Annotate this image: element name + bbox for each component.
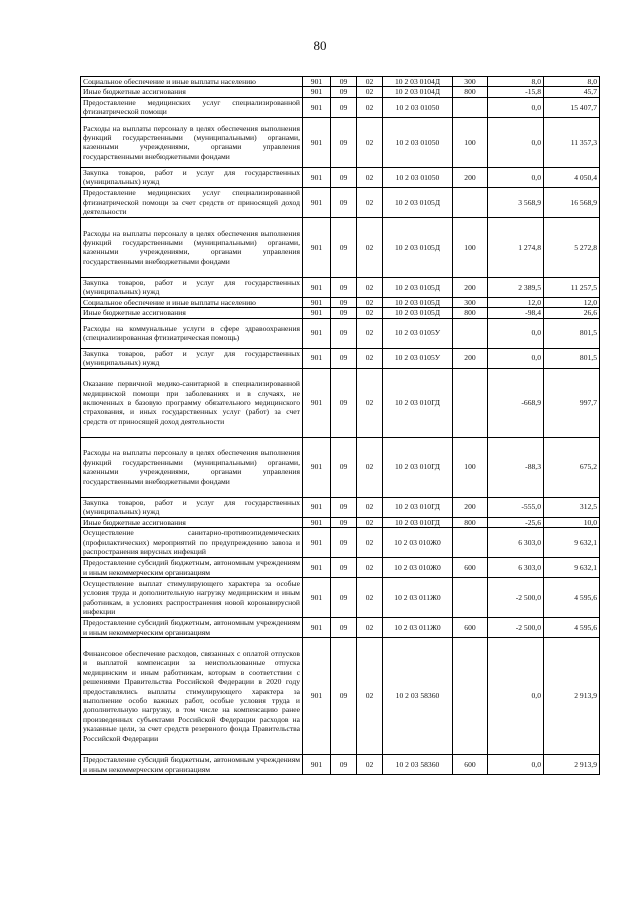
target-code: 10 2 03 010ГД [383, 437, 453, 497]
target-code: 10 2 03 0105У [383, 318, 453, 348]
expense-type-code: 100 [453, 437, 488, 497]
target-code: 10 2 03 011Ж0 [383, 578, 453, 618]
change-amount: 3 568,9 [488, 187, 544, 217]
expense-type-code: 600 [453, 558, 488, 578]
total-amount: 4 050,4 [544, 167, 600, 187]
expense-type-code [453, 368, 488, 437]
table-row [81, 497, 600, 517]
expense-type-code: 600 [453, 618, 488, 638]
section-code: 09 [331, 318, 357, 348]
expense-type-code [453, 638, 488, 755]
subsection-code: 02 [357, 517, 383, 527]
subsection-code: 02 [357, 87, 383, 97]
change-amount: 0,0 [488, 117, 544, 167]
row-name: Закупка товаров, работ и услуг для государственных (муниципальных) нужд [81, 497, 303, 517]
admin-code: 901 [303, 368, 331, 437]
total-amount: 16 568,9 [544, 187, 600, 217]
subsection-code: 02 [357, 97, 383, 117]
row-name: Оказание первичной медико-санитарной в специализированной медицинской помощи при заболеваниях и в случаях, не включенных в базовую программу обязательного медицинского страхования, и иных государственных услуг (работ) за счет средств от приносящей доход деятельности [81, 368, 303, 437]
change-amount: 0,0 [488, 167, 544, 187]
change-amount: -2 500,0 [488, 578, 544, 618]
section-code: 09 [331, 578, 357, 618]
expense-type-code [453, 528, 488, 558]
section-code: 09 [331, 638, 357, 755]
subsection-code: 02 [357, 318, 383, 348]
subsection-code: 02 [357, 368, 383, 437]
change-amount: 12,0 [488, 297, 544, 307]
row-name: Социальное обеспечение и иные выплаты населению [81, 297, 303, 307]
total-amount: 2 913,9 [544, 755, 600, 775]
target-code: 10 2 03 010ГД [383, 517, 453, 527]
change-amount: -25,6 [488, 517, 544, 527]
table-row [81, 517, 600, 527]
total-amount: 8,0 [544, 77, 600, 87]
table-row [81, 277, 600, 297]
section-code: 09 [331, 77, 357, 87]
change-amount: 0,0 [488, 348, 544, 368]
row-name: Закупка товаров, работ и услуг для государственных (муниципальных) нужд [81, 348, 303, 368]
table-row [81, 578, 600, 618]
admin-code: 901 [303, 217, 331, 277]
change-amount: 0,0 [488, 755, 544, 775]
change-amount: 6 303,0 [488, 528, 544, 558]
admin-code: 901 [303, 167, 331, 187]
target-code: 10 2 03 0104Д [383, 87, 453, 97]
section-code: 09 [331, 167, 357, 187]
subsection-code: 02 [357, 117, 383, 167]
change-amount: 0,0 [488, 318, 544, 348]
target-code: 10 2 03 011Ж0 [383, 618, 453, 638]
table-body [81, 77, 600, 775]
table-row [81, 638, 600, 755]
table-row [81, 437, 600, 497]
row-name: Иные бюджетные ассигнования [81, 517, 303, 527]
table-row [81, 187, 600, 217]
subsection-code: 02 [357, 638, 383, 755]
target-code: 10 2 03 58360 [383, 638, 453, 755]
subsection-code: 02 [357, 437, 383, 497]
total-amount: 312,5 [544, 497, 600, 517]
subsection-code: 02 [357, 558, 383, 578]
admin-code: 901 [303, 348, 331, 368]
admin-code: 901 [303, 187, 331, 217]
row-name: Предоставление субсидий бюджетным, автономным учреждениям и иным некоммерческим организациям [81, 755, 303, 775]
target-code: 10 2 03 01050 [383, 117, 453, 167]
section-code: 09 [331, 308, 357, 318]
total-amount: 11 357,3 [544, 117, 600, 167]
change-amount: -15,8 [488, 87, 544, 97]
table-row [81, 87, 600, 97]
row-name: Предоставление медицинских услуг специализированной фтизиатрической помощи [81, 97, 303, 117]
expense-type-code [453, 97, 488, 117]
section-code: 09 [331, 87, 357, 97]
row-name: Расходы на выплаты персоналу в целях обеспечения выполнения функций государственными (муниципальными) органами, казенными учреждениями, органами управления государственными внебюджетными фондами [81, 217, 303, 277]
target-code: 10 2 03 010ГД [383, 368, 453, 437]
target-code: 10 2 03 0105Д [383, 187, 453, 217]
total-amount: 801,5 [544, 348, 600, 368]
change-amount: -2 500,0 [488, 618, 544, 638]
change-amount: 0,0 [488, 97, 544, 117]
subsection-code: 02 [357, 277, 383, 297]
admin-code: 901 [303, 578, 331, 618]
admin-code: 901 [303, 87, 331, 97]
total-amount: 4 595,6 [544, 578, 600, 618]
section-code: 09 [331, 558, 357, 578]
table-row [81, 117, 600, 167]
section-code: 09 [331, 217, 357, 277]
total-amount: 801,5 [544, 318, 600, 348]
table-row [81, 97, 600, 117]
section-code: 09 [331, 348, 357, 368]
change-amount: -88,3 [488, 437, 544, 497]
section-code: 09 [331, 368, 357, 437]
subsection-code: 02 [357, 348, 383, 368]
admin-code: 901 [303, 497, 331, 517]
budget-table [80, 76, 600, 775]
total-amount: 2 913,9 [544, 638, 600, 755]
expense-type-code [453, 578, 488, 618]
admin-code: 901 [303, 297, 331, 307]
row-name: Осуществление выплат стимулирующего характера за особые условия труда и дополнительную нагрузку медицинским и иным работникам, в условиях распространения новой коронавирусной инфекции [81, 578, 303, 618]
total-amount: 11 257,5 [544, 277, 600, 297]
row-name: Осуществление санитарно-противоэпидемических (профилактических) мероприятий по предупреждению завоза и распространения вирусных инфекций [81, 528, 303, 558]
change-amount: 8,0 [488, 77, 544, 87]
table-row [81, 308, 600, 318]
subsection-code: 02 [357, 167, 383, 187]
change-amount: 2 389,5 [488, 277, 544, 297]
table-row [81, 77, 600, 87]
table-row [81, 217, 600, 277]
table-row [81, 318, 600, 348]
target-code: 10 2 03 0105Д [383, 217, 453, 277]
admin-code: 901 [303, 558, 331, 578]
row-name: Расходы на коммунальные услуги в сфере здравоохранения (специализированная фтизиатрическая помощь) [81, 318, 303, 348]
total-amount: 997,7 [544, 368, 600, 437]
table-row [81, 558, 600, 578]
admin-code: 901 [303, 318, 331, 348]
change-amount: -668,9 [488, 368, 544, 437]
table-row [81, 297, 600, 307]
expense-type-code: 600 [453, 755, 488, 775]
expense-type-code: 200 [453, 497, 488, 517]
total-amount: 26,6 [544, 308, 600, 318]
target-code: 10 2 03 0104Д [383, 77, 453, 87]
subsection-code: 02 [357, 308, 383, 318]
target-code: 10 2 03 0105Д [383, 297, 453, 307]
expense-type-code: 800 [453, 517, 488, 527]
section-code: 09 [331, 517, 357, 527]
target-code: 10 2 03 0105Д [383, 277, 453, 297]
admin-code: 901 [303, 277, 331, 297]
total-amount: 5 272,8 [544, 217, 600, 277]
total-amount: 9 632,1 [544, 558, 600, 578]
section-code: 09 [331, 755, 357, 775]
admin-code: 901 [303, 528, 331, 558]
expense-type-code [453, 187, 488, 217]
admin-code: 901 [303, 308, 331, 318]
row-name: Расходы на выплаты персоналу в целях обеспечения выполнения функций государственными (муниципальными) органами, казенными учреждениями, органами управления государственными внебюджетными фондами [81, 117, 303, 167]
subsection-code: 02 [357, 297, 383, 307]
row-name: Социальное обеспечение и иные выплаты населению [81, 77, 303, 87]
expense-type-code: 800 [453, 87, 488, 97]
table-row [81, 167, 600, 187]
total-amount: 45,7 [544, 87, 600, 97]
row-name: Иные бюджетные ассигнования [81, 87, 303, 97]
row-name: Закупка товаров, работ и услуг для государственных (муниципальных) нужд [81, 167, 303, 187]
target-code: 10 2 03 58360 [383, 755, 453, 775]
expense-type-code [453, 318, 488, 348]
subsection-code: 02 [357, 77, 383, 87]
page-number: 80 [313, 38, 327, 53]
total-amount: 4 595,6 [544, 618, 600, 638]
admin-code: 901 [303, 77, 331, 87]
total-amount: 9 632,1 [544, 528, 600, 558]
expense-type-code: 800 [453, 308, 488, 318]
section-code: 09 [331, 277, 357, 297]
row-name: Предоставление субсидий бюджетным, автономным учреждениям и иным некоммерческим организациям [81, 558, 303, 578]
change-amount: 1 274,8 [488, 217, 544, 277]
section-code: 09 [331, 618, 357, 638]
admin-code: 901 [303, 437, 331, 497]
expense-type-code: 300 [453, 297, 488, 307]
table-row [81, 368, 600, 437]
total-amount: 15 407,7 [544, 97, 600, 117]
change-amount: -555,0 [488, 497, 544, 517]
subsection-code: 02 [357, 618, 383, 638]
target-code: 10 2 03 0105Д [383, 308, 453, 318]
row-name: Финансовое обеспечение расходов, связанных с оплатой отпусков и выплатой компенсации за неиспользованные отпуска медицинским и иным работникам, которым в соответствии с решениями Правительства Российской Федерации в 2020 году предоставлялись выплаты стимулирующего характера за выполнение особо важных работ, особые условия труда и дополнительную нагрузку, в том числе на компенсацию ранее произведенных субъектами Российской Федерации расходов на указанные цели, за счет средств резервного фонда Правительства Российской Федерации [81, 638, 303, 755]
table-row [81, 755, 600, 775]
target-code: 10 2 03 0105У [383, 348, 453, 368]
section-code: 09 [331, 437, 357, 497]
table-row [81, 528, 600, 558]
admin-code: 901 [303, 97, 331, 117]
expense-type-code: 100 [453, 217, 488, 277]
change-amount: 0,0 [488, 638, 544, 755]
target-code: 10 2 03 01050 [383, 167, 453, 187]
change-amount: -98,4 [488, 308, 544, 318]
section-code: 09 [331, 528, 357, 558]
subsection-code: 02 [357, 497, 383, 517]
section-code: 09 [331, 187, 357, 217]
table-row [81, 348, 600, 368]
subsection-code: 02 [357, 755, 383, 775]
admin-code: 901 [303, 638, 331, 755]
subsection-code: 02 [357, 187, 383, 217]
row-name: Закупка товаров, работ и услуг для государственных (муниципальных) нужд [81, 277, 303, 297]
target-code: 10 2 03 010Ж0 [383, 528, 453, 558]
total-amount: 675,2 [544, 437, 600, 497]
section-code: 09 [331, 297, 357, 307]
subsection-code: 02 [357, 578, 383, 618]
row-name: Предоставление медицинских услуг специализированной фтизиатрической помощи за счет средств от приносящей доход деятельности [81, 187, 303, 217]
section-code: 09 [331, 497, 357, 517]
admin-code: 901 [303, 517, 331, 527]
target-code: 10 2 03 010ГД [383, 497, 453, 517]
admin-code: 901 [303, 117, 331, 167]
total-amount: 12,0 [544, 297, 600, 307]
expense-type-code: 200 [453, 348, 488, 368]
section-code: 09 [331, 97, 357, 117]
expense-type-code: 200 [453, 277, 488, 297]
subsection-code: 02 [357, 528, 383, 558]
expense-type-code: 200 [453, 167, 488, 187]
subsection-code: 02 [357, 217, 383, 277]
expense-type-code: 300 [453, 77, 488, 87]
row-name: Предоставление субсидий бюджетным, автономным учреждениям и иным некоммерческим организациям [81, 618, 303, 638]
target-code: 10 2 03 010Ж0 [383, 558, 453, 578]
expense-type-code: 100 [453, 117, 488, 167]
change-amount: 6 303,0 [488, 558, 544, 578]
table-row [81, 618, 600, 638]
admin-code: 901 [303, 755, 331, 775]
target-code: 10 2 03 01050 [383, 97, 453, 117]
admin-code: 901 [303, 618, 331, 638]
total-amount: 10,0 [544, 517, 600, 527]
row-name: Расходы на выплаты персоналу в целях обеспечения выполнения функций государственными (муниципальными) органами, казенными учреждениями, органами управления государственными внебюджетными фондами [81, 437, 303, 497]
row-name: Иные бюджетные ассигнования [81, 308, 303, 318]
section-code: 09 [331, 117, 357, 167]
